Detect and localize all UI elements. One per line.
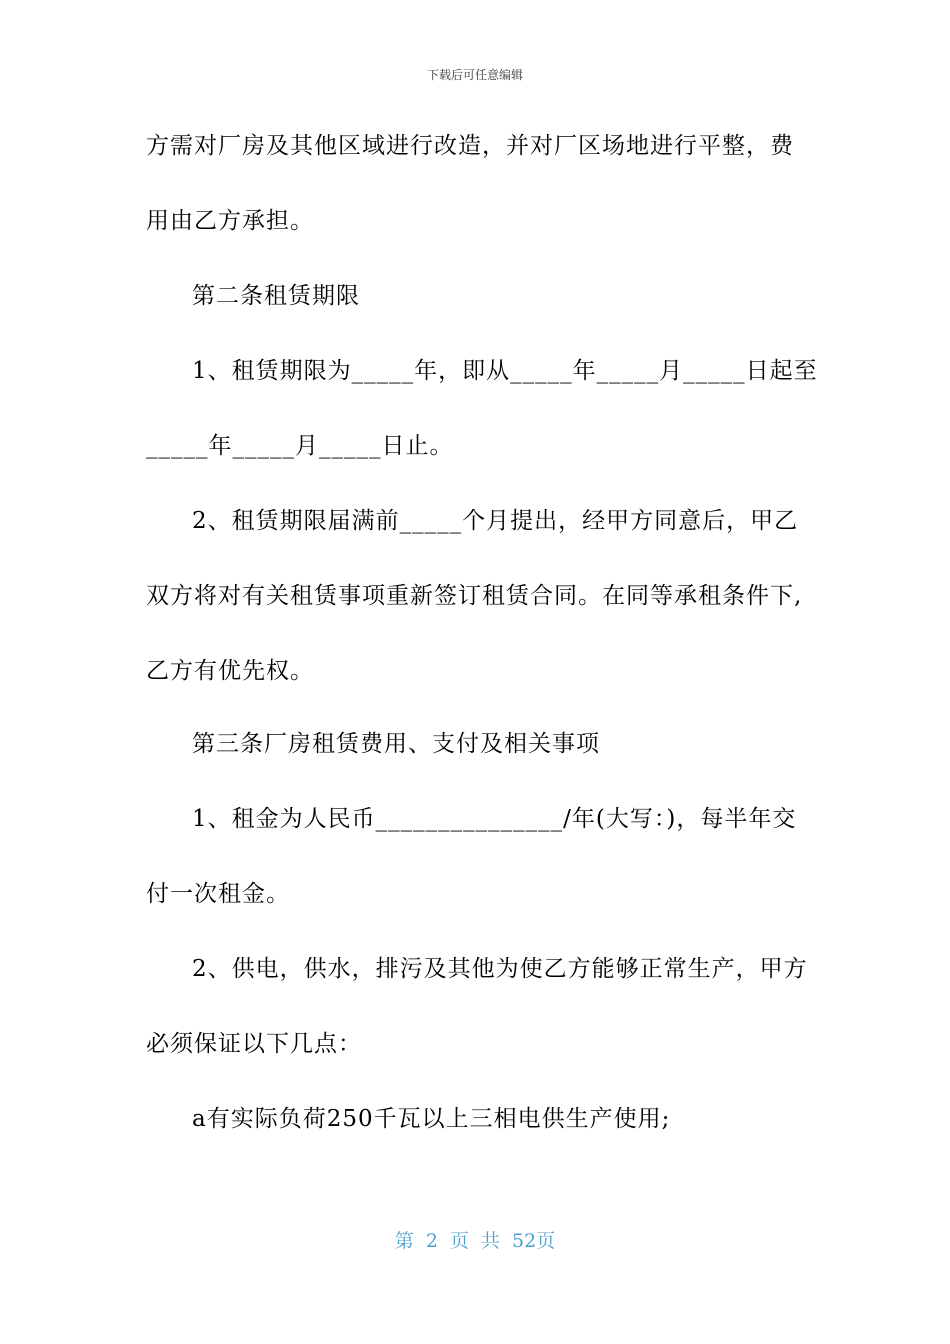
paragraph-line: _____年_____月_____日止。 (146, 433, 454, 459)
paragraph-line: 2、租赁期限届满前_____个月提出，经甲方同意后，甲乙 (192, 508, 799, 534)
paragraph-line: 方需对厂房及其他区域进行改造，并对厂区场地进行平整，费 (146, 133, 794, 159)
paragraph-line: 付一次租金。 (146, 881, 290, 907)
paragraph-line: 1、租金为人民币_______________/年(大写：)，每半年交 (192, 806, 797, 832)
section-heading: 第二条租赁期限 (192, 283, 360, 309)
page-number-footer: 第 2 页 共 52页 (394, 1230, 556, 1252)
paragraph-line: a有实际负荷250千瓦以上三相电供生产使用; (192, 1106, 671, 1132)
section-heading: 第三条厂房租赁费用、支付及相关事项 (192, 731, 600, 757)
paragraph-line: 双方将对有关租赁事项重新签订租赁合同。在同等承租条件下, (146, 583, 803, 609)
paragraph-line: 必须保证以下几点： (146, 1031, 362, 1057)
paragraph-line: 2、供电，供水，排污及其他为使乙方能够正常生产，甲方 (192, 956, 808, 982)
page-header: 下载后可任意编辑 (426, 68, 523, 82)
paragraph-line: 乙方有优先权。 (146, 658, 314, 684)
paragraph-line: 1、租赁期限为_____年，即从_____年_____月_____日起至 (192, 358, 818, 384)
paragraph-line: 用由乙方承担。 (146, 208, 314, 234)
